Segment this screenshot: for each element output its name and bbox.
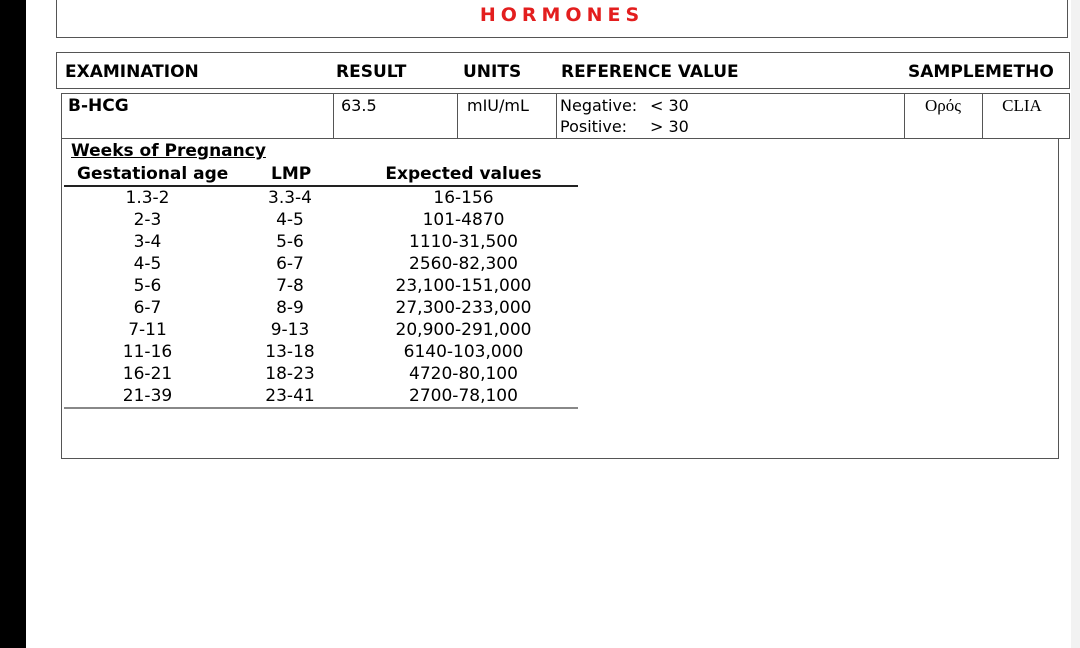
header-lmp: LMP [231,163,349,186]
expected-value-cell: 4720-80,100 [409,364,518,384]
test-name: B-HCG [68,96,129,116]
table-row [64,186,578,209]
gestational-age-cell: 3-4 [133,232,162,252]
gestational-age-cell: 2-3 [133,210,162,230]
col-result: RESULT [336,62,407,82]
right-edge-strip [1071,0,1080,648]
expected-value-cell: 6140-103,000 [403,342,524,362]
reference-positive: Positive: > 30 [560,117,689,136]
gestational-age-cell: 6-7 [133,298,162,318]
test-units: mIU/mL [467,96,529,115]
expected-value-cell: 101-4870 [422,210,505,230]
section-title: HORMONES [479,4,645,26]
expected-value-cell: 1110-31,500 [409,232,518,252]
lmp-cell: 23-41 [231,385,349,408]
gestational-age-cell: 5-6 [133,276,162,296]
pregnancy-table [64,163,578,409]
table-row [64,319,578,341]
table-row [64,297,578,319]
table-row [64,341,578,363]
test-result: 63.5 [341,96,377,115]
reference-negative: Negative: < 30 [560,96,689,115]
expected-value-cell: 2700-78,100 [349,385,578,408]
col-reference-value: REFERENCE VALUE [561,62,739,82]
lmp-cell: 7-8 [276,276,304,296]
gestational-age-cell: 11-16 [122,342,173,362]
table-row [64,363,578,385]
lmp-cell: 5-6 [276,232,304,252]
pregnancy-table-header [64,163,578,186]
expected-value-cell: 2560-82,300 [409,254,518,274]
test-method: CLIA [1002,96,1042,115]
lmp-cell: 18-23 [265,364,315,384]
expected-value-cell: 16-156 [433,188,494,208]
column-header-row [56,52,1070,89]
gestational-age-cell: 16-21 [122,364,173,384]
header-expected-values: Expected values [349,163,578,186]
col-method: METHO [985,62,1054,82]
lmp-cell: 13-18 [265,342,315,362]
col-examination: EXAMINATION [65,62,199,82]
table-row [64,385,578,408]
lmp-cell: 6-7 [276,254,304,274]
gestational-age-cell: 7-11 [128,320,167,340]
cell-divider [556,94,557,138]
gestational-age-cell: 21-39 [64,385,231,408]
lmp-cell: 4-5 [276,210,304,230]
header-gestational-age: Gestational age [64,163,231,186]
cell-divider [333,94,334,138]
pregnancy-table-title: Weeks of Pregnancy [71,141,266,161]
table-row [64,231,578,253]
lmp-cell: 9-13 [270,320,310,340]
result-row [61,93,1070,139]
expected-value-cell: 27,300-233,000 [395,298,532,318]
col-sample: SAMPLE [908,62,986,82]
table-row [64,275,578,297]
expected-value-cell: 20,900-291,000 [395,320,532,340]
expected-value-cell: 23,100-151,000 [395,276,532,296]
cell-divider [457,94,458,138]
reference-values [560,95,689,139]
gestational-age-cell: 4-5 [133,254,162,274]
table-row [64,253,578,275]
lmp-cell: 3.3-4 [268,188,312,208]
test-sample: Ορός [925,96,961,115]
report-header-box [56,0,1068,38]
col-units: UNITS [463,62,522,82]
left-edge-bar [0,0,26,648]
gestational-age-cell: 1.3-2 [125,188,170,208]
lmp-cell: 8-9 [276,298,304,318]
table-row [64,209,578,231]
